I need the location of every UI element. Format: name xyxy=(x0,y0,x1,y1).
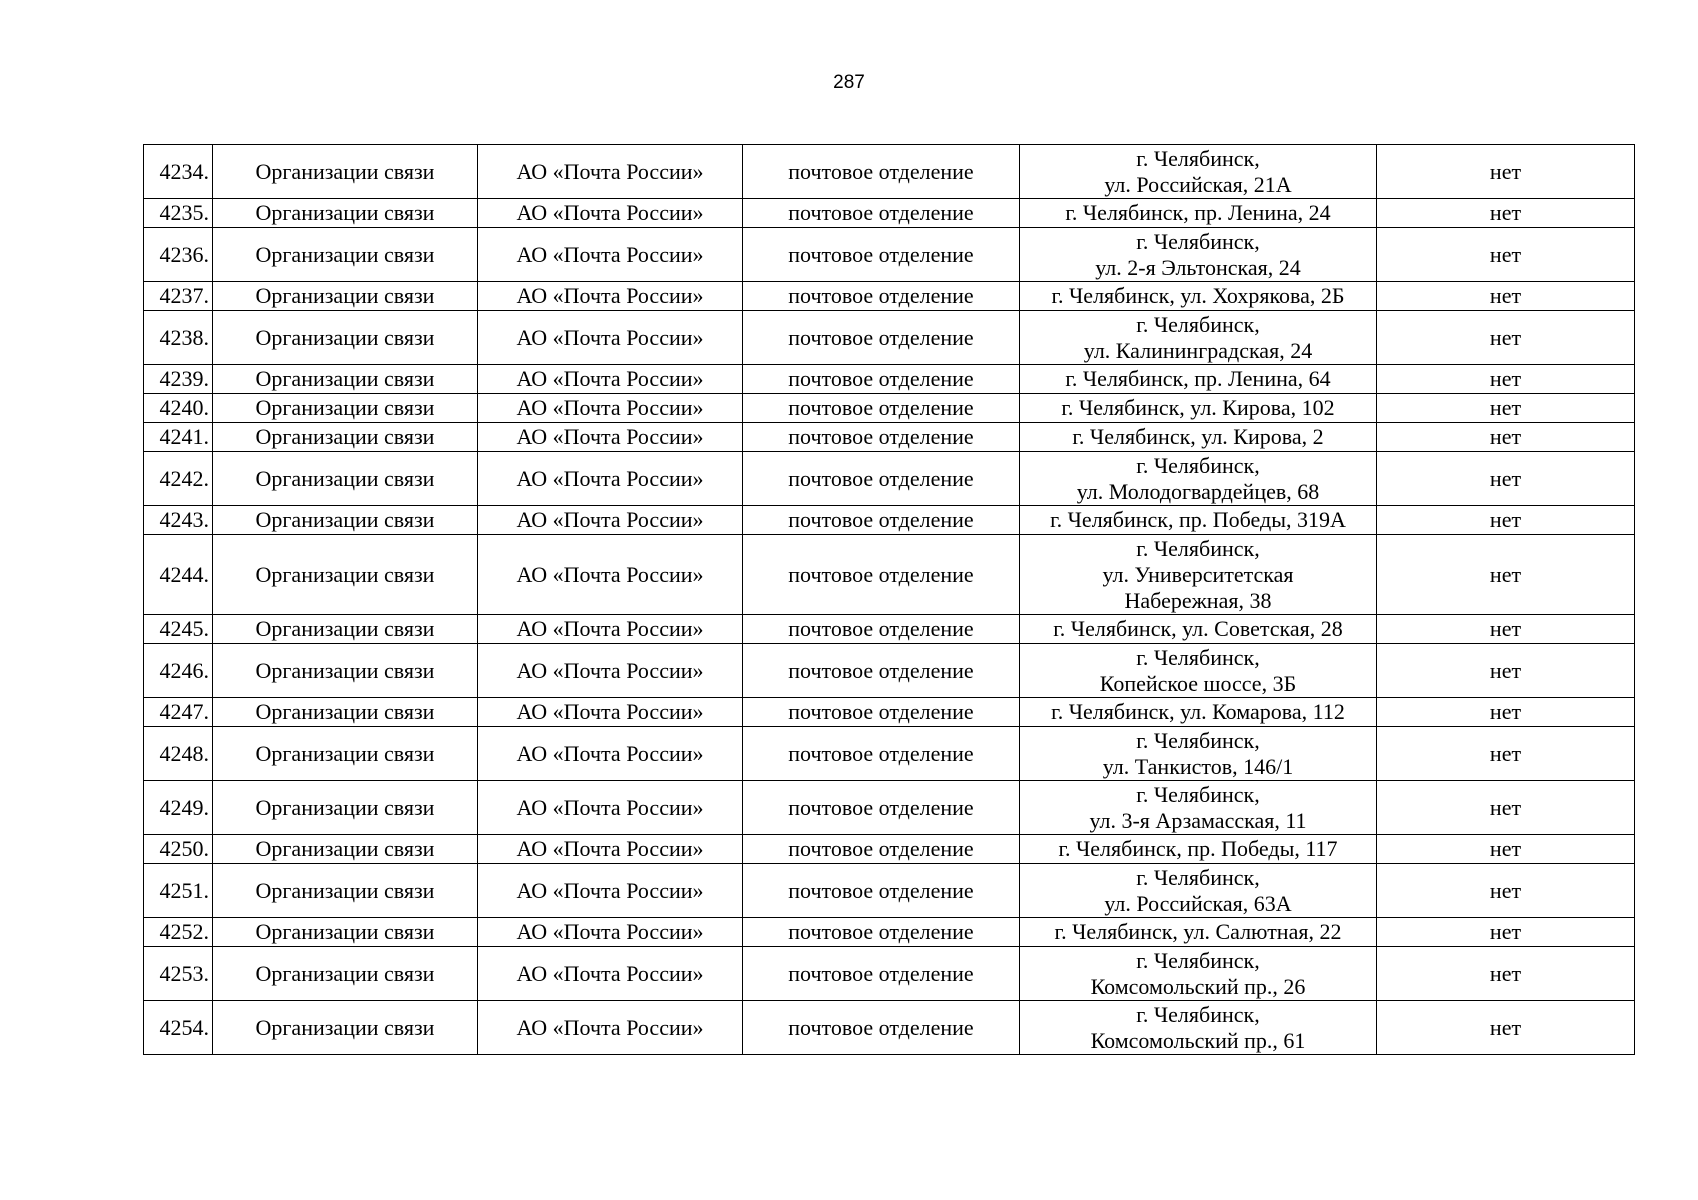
address-cell xyxy=(1020,835,1377,864)
table-row xyxy=(144,535,1635,615)
organization-cell: АО «Почта России» xyxy=(478,199,743,228)
facility-type-cell: почтовое отделение xyxy=(743,1001,1020,1055)
address-line: г. Челябинск, пр. Ленина, 64 xyxy=(1065,366,1331,391)
table-row xyxy=(144,918,1635,947)
row-number-cell: 4240. xyxy=(144,394,213,423)
category-cell: Организации связи xyxy=(213,506,478,535)
table-row xyxy=(144,727,1635,781)
facility-type-cell: почтовое отделение xyxy=(743,918,1020,947)
category-cell: Организации связи xyxy=(213,311,478,365)
facility-type-cell: почтовое отделение xyxy=(743,282,1020,311)
address-cell xyxy=(1020,615,1377,644)
address-line: г. Челябинск, xyxy=(1136,1001,1260,1027)
facility-type-cell: почтовое отделение xyxy=(743,698,1020,727)
facility-type-cell: почтовое отделение xyxy=(743,311,1020,365)
table-row xyxy=(144,947,1635,1001)
facility-type-cell: почтовое отделение xyxy=(743,228,1020,282)
status-cell: нет xyxy=(1377,452,1635,506)
status-cell: нет xyxy=(1377,311,1635,365)
organization-cell: АО «Почта России» xyxy=(478,727,743,781)
organization-cell: АО «Почта России» xyxy=(478,282,743,311)
row-number-cell: 4236. xyxy=(144,228,213,282)
table-row xyxy=(144,365,1635,394)
organization-cell: АО «Почта России» xyxy=(478,452,743,506)
category-cell: Организации связи xyxy=(213,727,478,781)
row-number-cell: 4239. xyxy=(144,365,213,394)
category-cell: Организации связи xyxy=(213,145,478,199)
organization-cell: АО «Почта России» xyxy=(478,365,743,394)
status-cell: нет xyxy=(1377,698,1635,727)
organization-cell: АО «Почта России» xyxy=(478,781,743,835)
address-line: г. Челябинск, ул. Комарова, 112 xyxy=(1051,699,1345,724)
facility-type-cell: почтовое отделение xyxy=(743,781,1020,835)
category-cell: Организации связи xyxy=(213,698,478,727)
table-row xyxy=(144,145,1635,199)
facility-type-cell: почтовое отделение xyxy=(743,365,1020,394)
row-number-cell: 4234. xyxy=(144,145,213,199)
address-line: г. Челябинск, xyxy=(1136,727,1260,753)
address-line: г. Челябинск, xyxy=(1136,145,1260,171)
table-row xyxy=(144,644,1635,698)
status-cell: нет xyxy=(1377,644,1635,698)
facility-type-cell: почтовое отделение xyxy=(743,506,1020,535)
address-line: г. Челябинск, xyxy=(1136,228,1260,254)
facility-type-cell: почтовое отделение xyxy=(743,615,1020,644)
address-cell xyxy=(1020,864,1377,918)
table-row xyxy=(144,282,1635,311)
address-line: г. Челябинск, xyxy=(1136,535,1260,561)
row-number-cell: 4235. xyxy=(144,199,213,228)
address-cell xyxy=(1020,145,1377,199)
status-cell: нет xyxy=(1377,615,1635,644)
organization-cell: АО «Почта России» xyxy=(478,864,743,918)
address-cell xyxy=(1020,535,1377,615)
address-cell xyxy=(1020,199,1377,228)
table-row xyxy=(144,228,1635,282)
category-cell: Организации связи xyxy=(213,199,478,228)
status-cell: нет xyxy=(1377,947,1635,1001)
row-number-cell: 4247. xyxy=(144,698,213,727)
organization-cell: АО «Почта России» xyxy=(478,698,743,727)
address-line: г. Челябинск, xyxy=(1136,311,1260,337)
address-cell xyxy=(1020,452,1377,506)
row-number-cell: 4244. xyxy=(144,535,213,615)
table-row xyxy=(144,781,1635,835)
status-cell: нет xyxy=(1377,394,1635,423)
address-cell xyxy=(1020,644,1377,698)
organization-cell: АО «Почта России» xyxy=(478,918,743,947)
organization-cell: АО «Почта России» xyxy=(478,644,743,698)
row-number-cell: 4250. xyxy=(144,835,213,864)
organization-cell: АО «Почта России» xyxy=(478,535,743,615)
address-line: ул. 2-я Эльтонская, 24 xyxy=(1095,254,1301,280)
category-cell: Организации связи xyxy=(213,781,478,835)
status-cell: нет xyxy=(1377,199,1635,228)
category-cell: Организации связи xyxy=(213,452,478,506)
row-number-cell: 4254. xyxy=(144,1001,213,1055)
status-cell: нет xyxy=(1377,145,1635,199)
address-line: г. Челябинск, xyxy=(1136,947,1260,973)
facility-type-cell: почтовое отделение xyxy=(743,864,1020,918)
table-body xyxy=(144,145,1635,1055)
address-line: г. Челябинск, пр. Ленина, 24 xyxy=(1065,200,1331,225)
category-cell: Организации связи xyxy=(213,835,478,864)
address-line: Набережная, 38 xyxy=(1124,587,1272,613)
facility-type-cell: почтовое отделение xyxy=(743,535,1020,615)
facility-type-cell: почтовое отделение xyxy=(743,199,1020,228)
status-cell: нет xyxy=(1377,835,1635,864)
address-cell xyxy=(1020,228,1377,282)
category-cell: Организации связи xyxy=(213,365,478,394)
row-number-cell: 4248. xyxy=(144,727,213,781)
category-cell: Организации связи xyxy=(213,644,478,698)
address-cell xyxy=(1020,394,1377,423)
address-line: ул. Калининградская, 24 xyxy=(1083,337,1313,363)
organization-cell: АО «Почта России» xyxy=(478,394,743,423)
organization-cell: АО «Почта России» xyxy=(478,1001,743,1055)
address-cell xyxy=(1020,311,1377,365)
row-number-cell: 4237. xyxy=(144,282,213,311)
status-cell: нет xyxy=(1377,228,1635,282)
row-number-cell: 4241. xyxy=(144,423,213,452)
row-number-cell: 4238. xyxy=(144,311,213,365)
address-line: г. Челябинск, xyxy=(1136,452,1260,478)
category-cell: Организации связи xyxy=(213,615,478,644)
address-line: г. Челябинск, пр. Победы, 319А xyxy=(1050,507,1346,532)
facility-type-cell: почтовое отделение xyxy=(743,452,1020,506)
category-cell: Организации связи xyxy=(213,228,478,282)
address-cell xyxy=(1020,365,1377,394)
facility-type-cell: почтовое отделение xyxy=(743,145,1020,199)
organization-cell: АО «Почта России» xyxy=(478,423,743,452)
status-cell: нет xyxy=(1377,365,1635,394)
page-number: 287 xyxy=(833,72,865,93)
status-cell: нет xyxy=(1377,918,1635,947)
status-cell: нет xyxy=(1377,506,1635,535)
category-cell: Организации связи xyxy=(213,1001,478,1055)
organization-cell: АО «Почта России» xyxy=(478,145,743,199)
table-row xyxy=(144,864,1635,918)
registry-table xyxy=(143,144,1635,1055)
row-number-cell: 4246. xyxy=(144,644,213,698)
address-line: Комсомольский пр., 26 xyxy=(1090,973,1306,999)
address-line: г. Челябинск, xyxy=(1136,864,1260,890)
address-line: ул. 3-я Арзамасская, 11 xyxy=(1089,807,1307,833)
category-cell: Организации связи xyxy=(213,394,478,423)
address-cell xyxy=(1020,918,1377,947)
table-row xyxy=(144,506,1635,535)
row-number-cell: 4251. xyxy=(144,864,213,918)
category-cell: Организации связи xyxy=(213,282,478,311)
row-number-cell: 4245. xyxy=(144,615,213,644)
address-cell xyxy=(1020,698,1377,727)
category-cell: Организации связи xyxy=(213,535,478,615)
address-line: г. Челябинск, ул. Кирова, 2 xyxy=(1072,424,1324,449)
organization-cell: АО «Почта России» xyxy=(478,228,743,282)
status-cell: нет xyxy=(1377,282,1635,311)
facility-type-cell: почтовое отделение xyxy=(743,394,1020,423)
address-line: г. Челябинск, ул. Кирова, 102 xyxy=(1061,395,1335,420)
row-number-cell: 4243. xyxy=(144,506,213,535)
table-row xyxy=(144,452,1635,506)
row-number-cell: 4252. xyxy=(144,918,213,947)
table-row xyxy=(144,199,1635,228)
address-line: Копейское шоссе, 3Б xyxy=(1099,670,1297,696)
address-cell xyxy=(1020,282,1377,311)
address-line: г. Челябинск, xyxy=(1136,644,1260,670)
address-line: ул. Российская, 63А xyxy=(1104,890,1292,916)
address-line: ул. Молодогвардейцев, 68 xyxy=(1076,478,1320,504)
category-cell: Организации связи xyxy=(213,918,478,947)
organization-cell: АО «Почта России» xyxy=(478,615,743,644)
organization-cell: АО «Почта России» xyxy=(478,311,743,365)
table-row xyxy=(144,394,1635,423)
status-cell: нет xyxy=(1377,864,1635,918)
address-line: г. Челябинск, ул. Хохрякова, 2Б xyxy=(1051,283,1345,308)
address-line: г. Челябинск, пр. Победы, 117 xyxy=(1058,836,1338,861)
table-row xyxy=(144,1001,1635,1055)
category-cell: Организации связи xyxy=(213,864,478,918)
table-row xyxy=(144,311,1635,365)
facility-type-cell: почтовое отделение xyxy=(743,835,1020,864)
address-line: г. Челябинск, xyxy=(1136,781,1260,807)
status-cell: нет xyxy=(1377,781,1635,835)
address-cell xyxy=(1020,1001,1377,1055)
status-cell: нет xyxy=(1377,727,1635,781)
address-line: г. Челябинск, ул. Салютная, 22 xyxy=(1054,919,1342,944)
table-row xyxy=(144,615,1635,644)
status-cell: нет xyxy=(1377,1001,1635,1055)
address-cell xyxy=(1020,727,1377,781)
row-number-cell: 4249. xyxy=(144,781,213,835)
facility-type-cell: почтовое отделение xyxy=(743,947,1020,1001)
category-cell: Организации связи xyxy=(213,947,478,1001)
address-line: г. Челябинск, ул. Советская, 28 xyxy=(1053,616,1343,641)
row-number-cell: 4242. xyxy=(144,452,213,506)
address-cell xyxy=(1020,506,1377,535)
table-row xyxy=(144,423,1635,452)
facility-type-cell: почтовое отделение xyxy=(743,423,1020,452)
status-cell: нет xyxy=(1377,535,1635,615)
category-cell: Организации связи xyxy=(213,423,478,452)
facility-type-cell: почтовое отделение xyxy=(743,727,1020,781)
address-line: ул. Танкистов, 146/1 xyxy=(1102,753,1294,779)
address-line: ул. Российская, 21А xyxy=(1104,171,1292,197)
status-cell: нет xyxy=(1377,423,1635,452)
organization-cell: АО «Почта России» xyxy=(478,506,743,535)
facility-type-cell: почтовое отделение xyxy=(743,644,1020,698)
address-line: ул. Университетская xyxy=(1102,561,1294,587)
organization-cell: АО «Почта России» xyxy=(478,947,743,1001)
address-cell xyxy=(1020,781,1377,835)
row-number-cell: 4253. xyxy=(144,947,213,1001)
table-row xyxy=(144,698,1635,727)
address-line: Комсомольский пр., 61 xyxy=(1090,1027,1306,1053)
organization-cell: АО «Почта России» xyxy=(478,835,743,864)
address-cell xyxy=(1020,947,1377,1001)
table-row xyxy=(144,835,1635,864)
address-cell xyxy=(1020,423,1377,452)
